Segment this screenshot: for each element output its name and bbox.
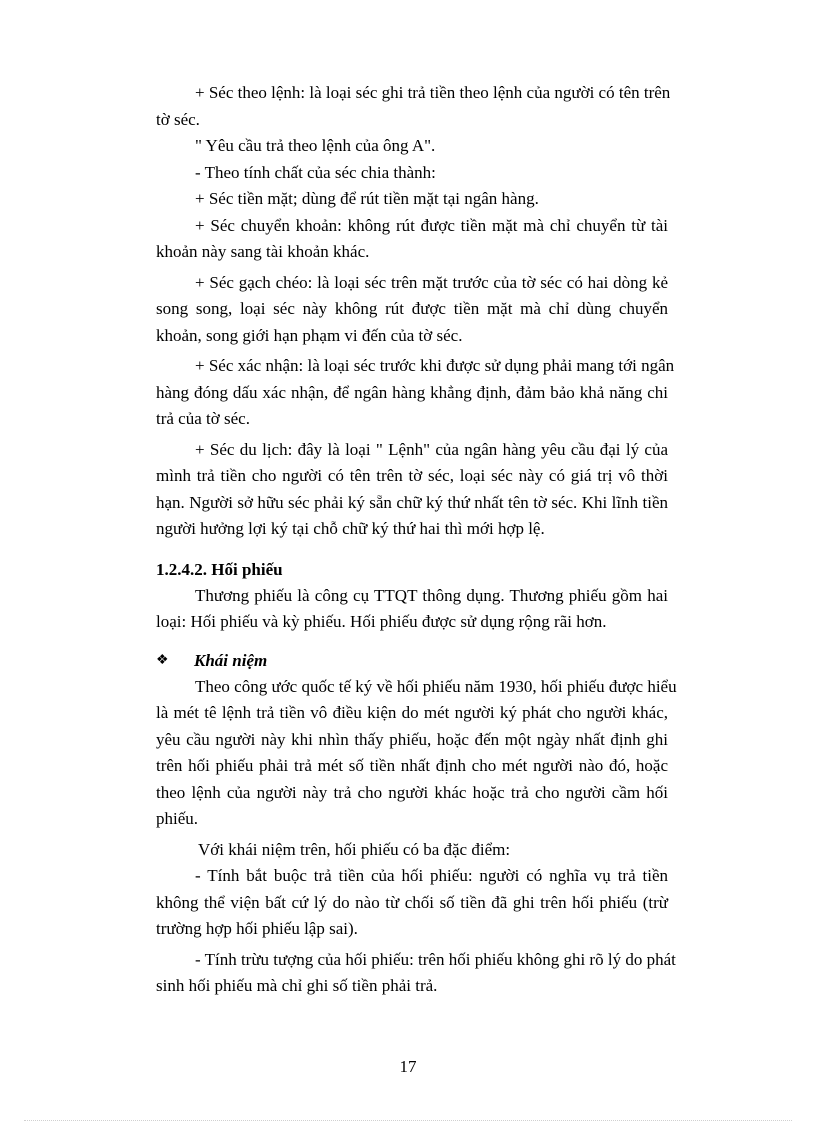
text-line: trên hối phiếu phải trả mét số tiền nhất định cho mét người nào đó, hoặc	[156, 756, 668, 775]
footer-divider	[24, 1120, 792, 1121]
subheading-khai-niem	[156, 648, 668, 674]
text-line: phiếu.	[156, 809, 199, 828]
text-line: " Yêu cầu trả theo lệnh của ông A".	[195, 136, 436, 155]
text-line: hạn. Người sở hữu séc phải ký sẵn chữ ký thứ nhất tên tờ séc. Khi lĩnh tiền	[156, 492, 668, 512]
paragraph-sec-xac-nhan	[156, 353, 675, 433]
paragraph-sec-gach-cheo	[156, 270, 668, 350]
text-line: tờ séc.	[156, 109, 200, 129]
text-line: khoản này sang tài khoản khác.	[156, 242, 370, 261]
paragraph-sec-theo-lenh	[156, 80, 671, 133]
text-line: + Séc theo lệnh: là loại séc ghi trả tiền theo lệnh của người có tên trên	[195, 83, 671, 102]
paragraph-sec-tien-mat	[156, 186, 668, 213]
paragraph-concept	[156, 674, 677, 833]
text-line: + Séc gạch chéo: là loại séc trên mặt trước của tờ séc có hai dòng kẻ	[195, 272, 668, 292]
text-line: + Séc tiền mặt; dùng để rút tiền mặt tại ngân hàng.	[195, 189, 539, 208]
text-line: sinh hối phiếu mà chỉ ghi số tiền phải trả.	[156, 976, 438, 995]
text-line: khoản, song giới hạn phạm vi đến của tờ séc.	[156, 325, 463, 345]
text-line: người hưởng lợi ký tại chỗ chữ ký thứ hai thì mới hợp lệ.	[156, 519, 545, 538]
document-body	[156, 80, 677, 1000]
text-line: theo lệnh của người này trả cho người khác hoặc trả cho người cầm hối	[156, 782, 668, 802]
text-line: + Séc du lịch: đây là loại " Lệnh" của ngân hàng yêu cầu đại lý của	[195, 439, 668, 459]
paragraph-feature-mandatory	[156, 863, 668, 943]
text-line: Với khái niệm trên, hối phiếu có ba đặc điểm:	[198, 839, 511, 859]
subheading-text: Khái niệm	[194, 650, 268, 670]
paragraph-sec-du-lich	[156, 437, 668, 543]
text-line: trường hợp hối phiếu lập sai).	[156, 919, 358, 938]
text-line: hàng đóng dấu xác nhận, để ngân hàng khẳng định, đảm bảo khả năng chi	[156, 382, 668, 402]
paragraph-example-quote	[156, 133, 668, 160]
text-line: - Tính bắt buộc trả tiền của hối phiếu: người có nghĩa vụ trả tiền	[195, 866, 668, 885]
text-line: + Séc xác nhận: là loại séc trước khi được sử dụng phải mang tới ngân	[195, 356, 675, 375]
text-line: - Tính trừu tượng của hối phiếu: trên hối phiếu không ghi rõ lý do phát	[195, 949, 676, 969]
section-heading: 1.2.4.2. Hối phiếu	[156, 559, 283, 579]
paragraph-thuong-phieu	[156, 583, 668, 636]
page-number: 17	[399, 1057, 417, 1076]
text-line: mình trả tiền cho người có tên trên tờ séc, loại séc này có giá trị vô thời	[156, 466, 668, 485]
text-line: loại: Hối phiếu và kỳ phiếu. Hối phiếu được sử dụng rộng rãi hơn.	[156, 612, 607, 631]
paragraph-features-intro	[156, 837, 668, 864]
paragraph-feature-abstract	[156, 947, 676, 1000]
text-line: + Séc chuyển khoản: không rút được tiền mặt mà chỉ chuyển từ tài	[195, 215, 668, 235]
text-line: Thương phiếu là công cụ TTQT thông dụng. Thương phiếu gồm hai	[195, 585, 668, 605]
paragraph-classification	[156, 160, 668, 187]
text-line: không thể viện bất cứ lý do nào từ chối số tiền đã ghi trên hối phiếu (trừ	[156, 892, 668, 912]
text-line: là mét tê lệnh trả tiền vô điều kiện do mét người ký phát cho người khác,	[156, 703, 668, 722]
text-line: Theo công ước quốc tế ký về hối phiếu năm 1930, hối phiếu được hiểu	[195, 676, 677, 696]
text-line: - Theo tính chất của séc chia thành:	[195, 162, 436, 182]
diamond-bullet-icon: ❖	[156, 652, 169, 668]
text-line: trả của tờ séc.	[156, 409, 250, 428]
text-line: yêu cầu người này khi nhìn thấy phiếu, hoặc đến một ngày nhất định ghi	[156, 729, 668, 749]
text-line: song song, loại séc này không rút được tiền mặt mà chỉ dùng chuyển	[156, 299, 668, 318]
paragraph-sec-chuyen-khoan	[156, 213, 668, 266]
